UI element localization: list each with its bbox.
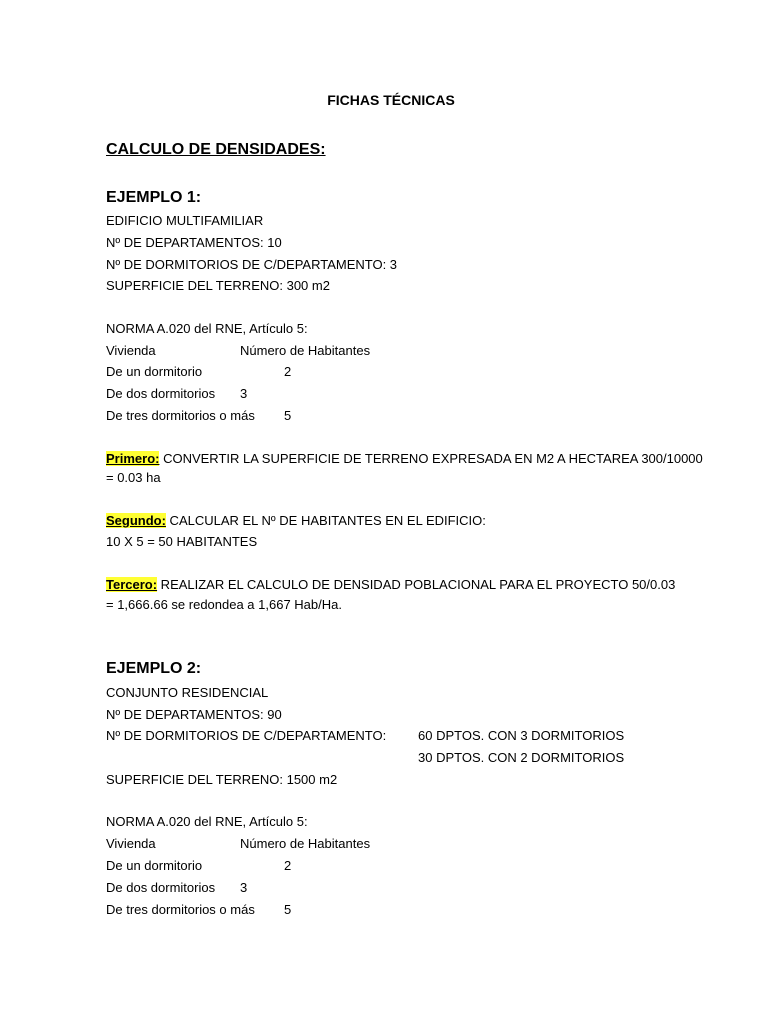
step1-text: CONVERTIR LA SUPERFICIE DE TERRENO EXPRESADA EN M2 A HECTAREA 300/10000 [159,451,703,466]
example1-row2-value: 3 [240,386,248,401]
example1-table-head-left: Vivienda [106,343,156,358]
example1-row3-label: De tres dormitorios o más [106,408,255,423]
example2-num-rooms: Nº DE DORMITORIOS DE C/DEPARTAMENTO: [106,728,387,743]
step2-text2: 10 X 5 = 50 HABITANTES [106,534,258,549]
example2-row3-value: 5 [284,902,292,917]
example2-rooms-a: 60 DPTOS. CON 3 DORMITORIOS [418,728,625,743]
example2-row1-value: 2 [284,858,292,873]
example2-type: CONJUNTO RESIDENCIAL [106,685,269,700]
example2-row2-value: 3 [240,880,248,895]
example2-heading: EJEMPLO 2: [106,660,202,677]
step3-label: Tercero: [106,577,158,592]
example1-row3-value: 5 [284,408,292,423]
example2-rooms-b: 30 DPTOS. CON 2 DORMITORIOS [418,750,625,765]
step1-text2: = 0.03 ha [106,470,161,485]
example2-table-head-left: Vivienda [106,836,156,851]
step3-text2: = 1,666.66 se redondea a 1,667 Hab/Ha. [106,597,342,612]
step2-line [106,513,486,529]
example2-row2-label: De dos dormitorios [106,880,216,895]
example2-land-area: SUPERFICIE DEL TERRENO: 1500 m2 [106,772,338,787]
example1-num-rooms: Nº DE DORMITORIOS DE C/DEPARTAMENTO: 3 [106,257,398,272]
step2-text: CALCULAR EL Nº DE HABITANTES EN EL EDIFICIO: [165,513,486,528]
step2-label: Segundo: [106,513,166,528]
example1-heading: EJEMPLO 1: [106,189,202,206]
example2-table-head-right: Número de Habitantes [240,836,371,851]
example2-norma: NORMA A.020 del RNE, Artículo 5: [106,814,308,829]
example1-norma: NORMA A.020 del RNE, Artículo 5: [106,321,308,336]
step1-label: Primero: [106,451,160,466]
example1-row1-label: De un dormitorio [106,364,203,379]
example2-num-depts: Nº DE DEPARTAMENTOS: 90 [106,707,282,722]
example1-type: EDIFICIO MULTIFAMILIAR [106,213,264,228]
example1-num-depts: Nº DE DEPARTAMENTOS: 10 [106,235,282,250]
example2-row1-label: De un dormitorio [106,858,203,873]
document-title: FICHAS TÉCNICAS [327,92,455,108]
example1-row1-value: 2 [284,364,292,379]
section-heading: CALCULO DE DENSIDADES: [106,141,326,158]
example1-land-area: SUPERFICIE DEL TERRENO: 300 m2 [106,278,330,293]
step3-line [106,577,675,593]
step3-text: REALIZAR EL CALCULO DE DENSIDAD POBLACIONAL PARA EL PROYECTO 50/0.03 [157,577,676,592]
example1-row2-label: De dos dormitorios [106,386,216,401]
step1-line [106,451,703,467]
example2-row3-label: De tres dormitorios o más [106,902,255,917]
example1-table-head-right: Número de Habitantes [240,343,371,358]
